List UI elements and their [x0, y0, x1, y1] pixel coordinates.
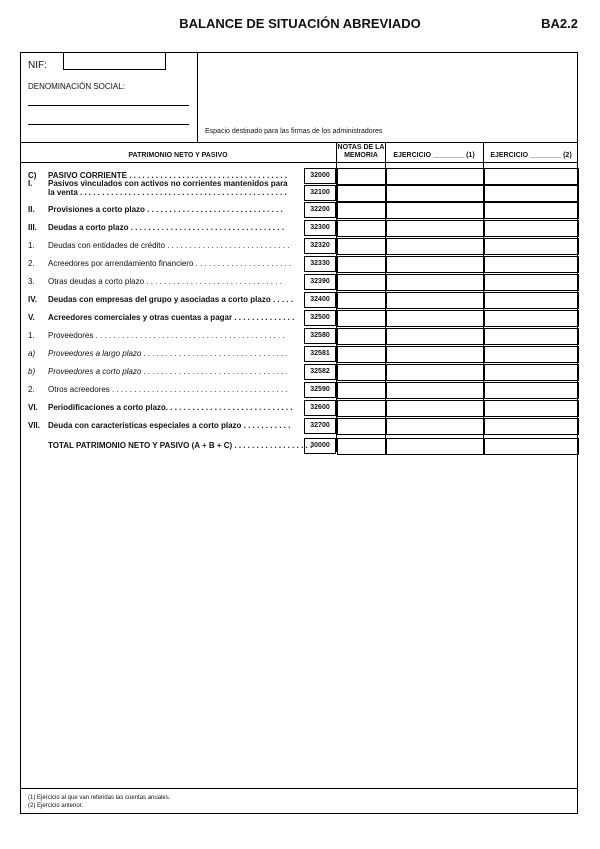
ejercicio-1-cell[interactable]	[386, 382, 484, 399]
row-code: 32600	[304, 400, 336, 416]
row-number: VI.	[28, 403, 38, 412]
row-label	[28, 295, 293, 304]
notas-cell[interactable]	[337, 364, 386, 381]
row-text: TOTAL PATRIMONIO NETO Y PASIVO (A + B + C) . . . . . . . . . . . . . . . . . .	[48, 441, 313, 450]
balance-row	[20, 417, 578, 435]
balance-row	[20, 399, 578, 417]
row-label	[28, 421, 290, 430]
notas-cell[interactable]	[337, 185, 386, 202]
balance-row	[20, 437, 578, 455]
row-code: 32700	[304, 418, 336, 434]
ejercicio-2-cell[interactable]	[484, 310, 579, 327]
row-number: III.	[28, 223, 37, 232]
row-code: 30000	[304, 438, 336, 454]
row-text: Provisiones a corto plazo . . . . . . . . . . . . . . . . . . . . . . . . . . . . . . .	[48, 205, 283, 214]
row-label	[28, 223, 284, 232]
row-code: 32580	[304, 328, 336, 344]
column-ejercicio-2: EJERCICIO ________ (2)	[490, 152, 572, 159]
row-text: PASIVO CORRIENTE . . . . . . . . . . . . . . . . . . . . . . . . . . . . . . . . . . . .	[48, 171, 288, 180]
balance-row	[20, 273, 578, 291]
ejercicio-1-cell[interactable]	[386, 346, 484, 363]
notas-cell[interactable]	[337, 400, 386, 417]
notas-cell[interactable]	[337, 238, 386, 255]
balance-row	[20, 201, 578, 219]
ejercicio-1-cell[interactable]	[386, 202, 484, 219]
ejercicio-2-cell[interactable]	[484, 328, 579, 345]
notas-cell[interactable]	[337, 256, 386, 273]
ejercicio-1-cell[interactable]	[386, 364, 484, 381]
row-number: 1.	[28, 241, 35, 250]
row-number: I.	[28, 179, 33, 188]
row-code: 32400	[304, 292, 336, 308]
ejercicio-1-cell[interactable]	[386, 400, 484, 417]
row-label	[28, 403, 293, 412]
row-text-continued: la venta . . . . . . . . . . . . . . . . . . . . . . . . . . . . . . . . . . . . . . . . . . . . . . .	[48, 188, 287, 197]
row-label	[28, 313, 294, 322]
row-label	[28, 441, 312, 450]
balance-row	[20, 219, 578, 237]
nif-field[interactable]	[63, 52, 166, 70]
row-code: 32581	[304, 346, 336, 362]
column-concept: PATRIMONIO NETO Y PASIVO	[128, 152, 228, 159]
row-code: 32100	[304, 185, 336, 201]
nif-label: NIF:	[28, 60, 47, 71]
column-notas: NOTAS DE LA MEMORIA	[337, 144, 385, 159]
row-label	[28, 277, 282, 286]
row-number: II.	[28, 205, 35, 214]
header-divider	[20, 142, 578, 143]
notas-cell[interactable]	[337, 382, 386, 399]
row-number: 3.	[28, 277, 35, 286]
row-number: C)	[28, 171, 37, 180]
row-code: 32320	[304, 238, 336, 254]
row-text: Proveedores a corto plazo . . . . . . . . . . . . . . . . . . . . . . . . . . . . . . . . .	[48, 367, 289, 376]
row-text: Otros acreedores . . . . . . . . . . . . . . . . . . . . . . . . . . . . . . . . . . . . . . . .	[48, 385, 288, 394]
row-text: Deudas con entidades de crédito . . . . . . . . . . . . . . . . . . . . . . . . . . . .	[48, 241, 290, 250]
balance-row	[20, 237, 578, 255]
notas-cell[interactable]	[337, 202, 386, 219]
balance-row	[20, 291, 578, 309]
row-number: b)	[28, 367, 36, 376]
notas-cell[interactable]	[337, 274, 386, 291]
row-number: 2.	[28, 259, 35, 268]
row-label	[28, 205, 283, 214]
row-code: 32582	[304, 364, 336, 380]
ejercicio-1-cell[interactable]	[386, 438, 484, 455]
row-label	[28, 259, 291, 268]
ejercicio-2-cell[interactable]	[484, 400, 579, 417]
row-code: 32300	[304, 220, 336, 236]
ejercicio-1-cell[interactable]	[386, 328, 484, 345]
balance-row	[20, 255, 578, 273]
row-number: a)	[28, 349, 36, 358]
notas-cell[interactable]	[337, 346, 386, 363]
notas-cell[interactable]	[337, 220, 386, 237]
row-text: Deudas con empresas del grupo y asociadas a corto plazo . . . . .	[48, 295, 293, 304]
row-code: 32390	[304, 274, 336, 290]
firmas-text: Espacio destinado para las firmas de los administradores	[205, 128, 383, 135]
ejercicio-1-cell[interactable]	[386, 220, 484, 237]
notas-cell[interactable]	[337, 310, 386, 327]
footnote-divider	[20, 788, 578, 789]
notas-cell[interactable]	[337, 438, 386, 455]
footnote-2: (2) Ejercicio anterior.	[28, 803, 84, 809]
row-number: VII.	[28, 421, 41, 430]
row-label	[28, 367, 288, 376]
ejercicio-2-cell[interactable]	[484, 418, 579, 435]
row-code: 32500	[304, 310, 336, 326]
ejercicio-2-cell[interactable]	[484, 256, 579, 273]
column-ejercicio-1: EJERCICIO ________ (1)	[393, 152, 475, 159]
row-label	[28, 349, 288, 358]
ejercicio-2-cell[interactable]	[484, 438, 579, 455]
column-header-divider	[20, 162, 578, 163]
row-code: 32000	[304, 168, 336, 184]
row-text: Deuda con características especiales a corto plazo . . . . . . . . . . .	[48, 421, 291, 430]
form-title: BALANCE DE SITUACIÓN ABREVIADO	[179, 16, 421, 31]
row-text: Otras deudas a corto plazo . . . . . . . . . . . . . . . . . . . . . . . . . . . . . . .	[48, 277, 282, 286]
balance-row	[20, 345, 578, 363]
ejercicio-2-cell[interactable]	[484, 238, 579, 255]
row-text: Proveedores a largo plazo . . . . . . . . . . . . . . . . . . . . . . . . . . . . . . . . .	[48, 349, 289, 358]
row-text: Periodificaciones a corto plazo. . . . . . . . . . . . . . . . . . . . . . . . . . . . .	[48, 403, 293, 412]
denominacion-line-2[interactable]	[28, 124, 189, 125]
row-number: 2.	[28, 385, 35, 394]
ejercicio-2-cell[interactable]	[484, 185, 579, 202]
ejercicio-1-cell[interactable]	[386, 418, 484, 435]
row-number: 1.	[28, 331, 35, 340]
ejercicio-2-cell[interactable]	[484, 292, 579, 309]
balance-row	[20, 309, 578, 327]
denominacion-label: DENOMINACIÓN SOCIAL:	[28, 82, 125, 91]
ejercicio-1-cell[interactable]	[386, 185, 484, 202]
row-text: Deudas a corto plazo . . . . . . . . . . . . . . . . . . . . . . . . . . . . . . . . . . .	[48, 223, 285, 232]
notas-cell[interactable]	[337, 328, 386, 345]
balance-row	[20, 181, 578, 199]
balance-row	[20, 327, 578, 345]
ejercicio-2-cell[interactable]	[484, 202, 579, 219]
row-label	[28, 179, 288, 197]
row-text: Acreedores por arrendamiento financiero . . . . . . . . . . . . . . . . . . . . . .	[48, 259, 292, 268]
notas-cell[interactable]	[337, 418, 386, 435]
ejercicio-1-cell[interactable]	[386, 238, 484, 255]
row-code: 32200	[304, 202, 336, 218]
row-number: IV.	[28, 295, 38, 304]
ejercicio-2-cell[interactable]	[484, 382, 579, 399]
ejercicio-2-cell[interactable]	[484, 220, 579, 237]
balance-row	[20, 381, 578, 399]
row-text: Pasivos vinculados con activos no corrientes mantenidos para	[48, 179, 288, 188]
row-code: 32330	[304, 256, 336, 272]
footnote-1: (1) Ejercicio al que van referidas las cuentas anuales.	[28, 795, 171, 801]
ejercicio-1-cell[interactable]	[386, 256, 484, 273]
form-code: BA2.2	[541, 16, 578, 31]
row-text: Acreedores comerciales y otras cuentas a pagar . . . . . . . . . . . . . .	[48, 313, 295, 322]
ejercicio-2-cell[interactable]	[484, 274, 579, 291]
balance-row	[20, 363, 578, 381]
ejercicio-2-cell[interactable]	[484, 346, 579, 363]
row-label	[28, 385, 288, 394]
row-code: 32590	[304, 382, 336, 398]
ejercicio-1-cell[interactable]	[386, 310, 484, 327]
ejercicio-1-cell[interactable]	[386, 274, 484, 291]
ejercicio-2-cell[interactable]	[484, 364, 579, 381]
row-number: V.	[28, 313, 35, 322]
row-text: Proveedores . . . . . . . . . . . . . . . . . . . . . . . . . . . . . . . . . . . . . . . . . . .	[48, 331, 285, 340]
row-label	[28, 331, 285, 340]
notas-cell[interactable]	[337, 292, 386, 309]
row-label	[28, 241, 289, 250]
denominacion-line-1[interactable]	[28, 105, 189, 106]
ejercicio-1-cell[interactable]	[386, 292, 484, 309]
